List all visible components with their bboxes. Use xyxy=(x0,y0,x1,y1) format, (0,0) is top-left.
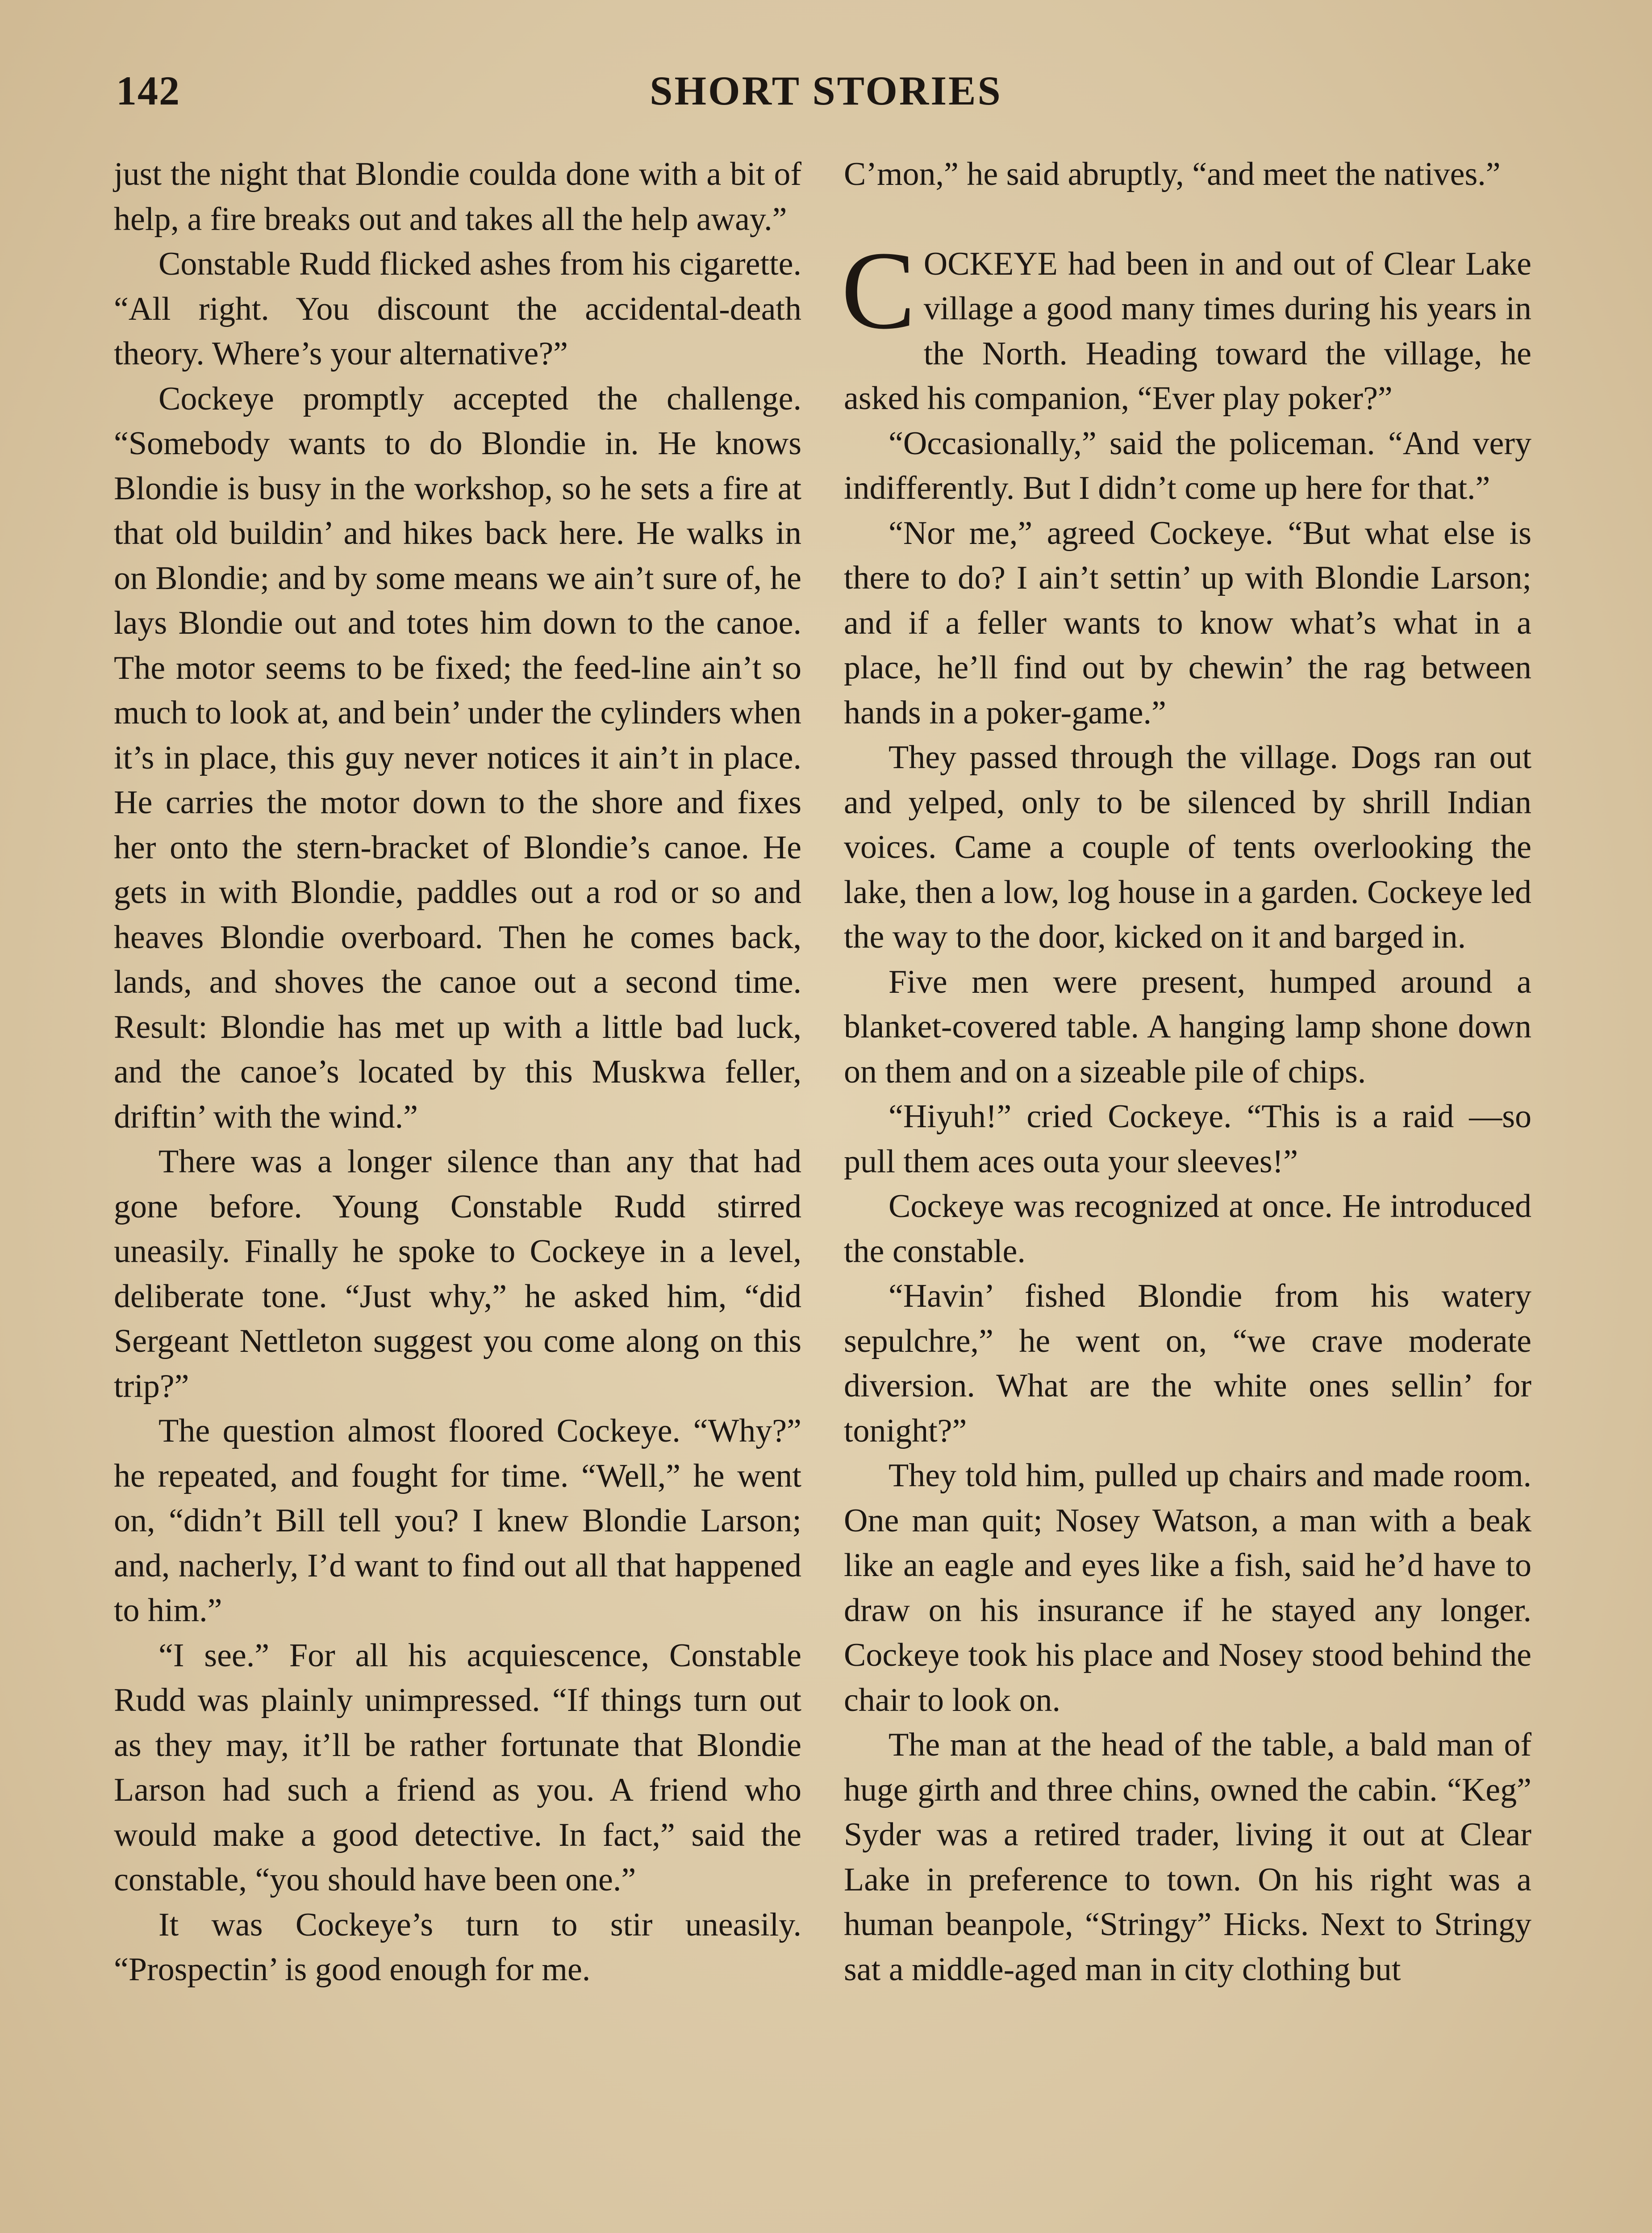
running-title: SHORT STORIES xyxy=(650,68,1002,113)
paragraph: There was a longer silence than any that had gone before. Young Constable Rudd stirred uneasily. Finally he spoke to Cockeye in a level, deliberate tone. “Just why,” he asked him, “did Sergeant Nettleton suggest you come along on this trip?” xyxy=(114,1143,801,1405)
paragraph: C’mon,” he said abruptly, “and meet the natives.” xyxy=(844,156,1501,192)
page-number: 142 xyxy=(116,68,180,113)
paragraph: They passed through the village. Dogs ran out and yelped, only to be silenced by shrill Indian voices. Came a couple of tents overlooking the lake, then a low, log house in a garden. Cockeye led the way to the door, kicked on it and barged in. xyxy=(844,739,1531,955)
paragraph: “Occasionally,” said the policeman. “And very indifferently. But I didn’t come up here for that.” xyxy=(844,425,1531,506)
section-opening-paragraph xyxy=(841,228,1531,421)
drop-cap: C xyxy=(841,228,916,352)
paragraph: just the night that Blondie coulda done with a bit of help, a fire breaks out and takes all the help away.” xyxy=(114,156,801,238)
paragraph: “Havin’ fished Blondie from his watery sepulchre,” he went on, “we crave moderate diversion. What are the white ones sellin’ for tonight?” xyxy=(844,1278,1531,1449)
right-column xyxy=(841,152,1531,1992)
page-header xyxy=(0,67,1652,121)
paragraph: “Hiyuh!” cried Cockeye. “This is a raid —so pull them aces outa your sleeves!” xyxy=(844,1098,1531,1180)
paragraph: “Nor me,” agreed Cockeye. “But what else is there to do? I ain’t settin’ up with Blondie Larson; and if a feller wants to know what’s what in a place, he’ll find out by chewin’ the rag between hands in a poker-game.” xyxy=(844,514,1531,731)
paragraph: Cockeye was recognized at once. He introduced the constable. xyxy=(844,1188,1531,1270)
paragraph-text: OCKEYE had been in and out of Clear Lake village a good many times during his years in the North. Heading toward the village, he asked his companion, “Ever play poker?” xyxy=(844,245,1531,417)
left-column xyxy=(114,152,801,1992)
paragraph: It was Cockeye’s turn to stir uneasily. “Prospectin’ is good enough for me. xyxy=(114,1906,801,1988)
paragraph: “I see.” For all his acquiescence, Constable Rudd was plainly unimpressed. “If things turn out as they may, it’ll be rather fortunate that Blondie Larson had such a friend as you. A friend who would make a good detective. In fact,” said the constable, “you should have been one.” xyxy=(114,1637,801,1898)
paragraph: The man at the head of the table, a bald man of huge girth and three chins, owned the cabin. “Keg” Syder was a retired trader, living it out at Clear Lake in preference to town. On his right was a human beanpole, “Stringy” Hicks. Next to Stringy sat a middle-aged man in city clothing but xyxy=(844,1727,1531,1988)
paragraph: Cockeye promptly accepted the challenge. “Somebody wants to do Blondie in. He knows Blondie is busy in the workshop, so he sets a fire at that old buildin’ and hikes back here. He walks in on Blondie; and by some means we ain’t sure of, he lays Blondie out and totes him down to the canoe. The motor seems to be fixed; the feed-line ain’t so much to look at, and bein’ under the cylinders when it’s in place, this guy never notices it ain’t in place. He carries the motor down to the shore and fixes her onto the stern-bracket of Blondie’s canoe. He gets in with Blondie, paddles out a rod or so and heaves Blondie overboard. Then he comes back, lands, and shoves the canoe out a second time. Result: Blondie has met up with a little bad luck, and the canoe’s located by this Muskwa feller, driftin’ with the wind.” xyxy=(114,380,801,1135)
paragraph: Constable Rudd flicked ashes from his cigarette. “All right. You discount the accidental-death theory. Where’s your alternative?” xyxy=(114,246,801,372)
paragraph: They told him, pulled up chairs and made room. One man quit; Nosey Watson, a man with a beak like an eagle and eyes like a fish, said he’d have to draw on his insurance if he stayed any longer. Cockeye took his place and Nosey stood behind the chair to look on. xyxy=(844,1457,1531,1719)
paragraph: The question almost floored Cockeye. “Why?” he repeated, and fought for time. “Well,” he went on, “didn’t Bill tell you? I knew Blondie Larson; and, nacherly, I’d want to find out all that happened to him.” xyxy=(114,1413,801,1629)
paragraph: Five men were present, humped around a blanket-covered table. A hanging lamp shone down on them and on a sizeable pile of chips. xyxy=(844,963,1531,1090)
